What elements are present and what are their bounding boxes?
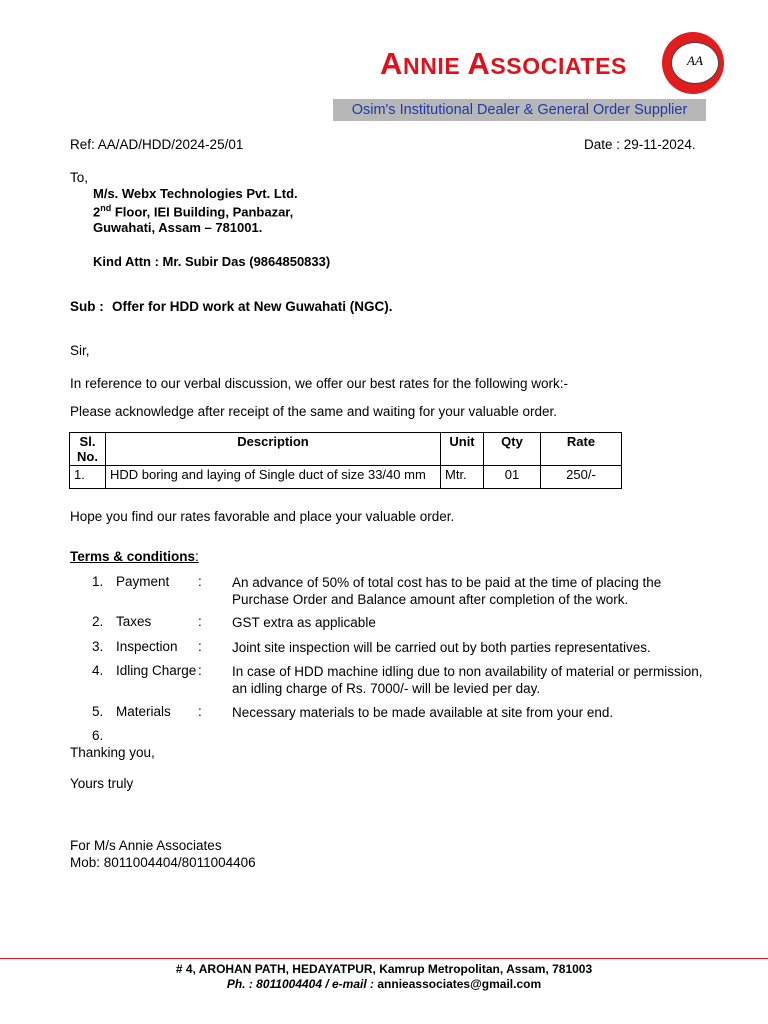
reference-number: Ref: AA/AD/HDD/2024-25/01 bbox=[70, 137, 244, 152]
row-description: HDD boring and laying of Single duct of size 33/40 mm bbox=[106, 466, 441, 489]
intro-paragraph: In reference to our verbal discussion, we offer our best rates for the following work:- bbox=[70, 376, 568, 391]
footer-contact bbox=[0, 977, 768, 991]
company-word-1: NNIE bbox=[403, 53, 461, 79]
to-label: To, bbox=[70, 170, 89, 185]
company-initial-1: A bbox=[380, 46, 403, 81]
header-qty: Qty bbox=[484, 433, 541, 466]
recipient-address-line2 bbox=[93, 203, 293, 219]
letter-date: Date : 29-11-2024. bbox=[584, 137, 696, 152]
term-label: Payment bbox=[116, 574, 170, 589]
table-header-row bbox=[70, 433, 622, 466]
footer-phone: Ph. : 8011004404 / e-mail : bbox=[226, 977, 375, 991]
floor-suffix: nd bbox=[100, 203, 112, 213]
footer-email: annieassociates@gmail.com bbox=[377, 977, 542, 991]
term-separator: : bbox=[198, 639, 202, 654]
kind-attention: Kind Attn : Mr. Subir Das (9864850833) bbox=[93, 254, 331, 269]
term-number: 2. bbox=[92, 614, 104, 629]
term-separator: : bbox=[198, 614, 202, 629]
term-label: Materials bbox=[116, 704, 171, 719]
company-initial-2: A bbox=[467, 46, 491, 81]
terms-heading-text: Terms & conditions bbox=[70, 549, 196, 564]
header-description: Description bbox=[106, 433, 441, 466]
tagline: Osim's Institutional Dealer & General Order Supplier bbox=[333, 99, 706, 121]
header-rate: Rate bbox=[541, 433, 622, 466]
thanking-line: Thanking you, bbox=[70, 745, 155, 760]
term-label: Taxes bbox=[116, 614, 152, 629]
term-label: Inspection bbox=[116, 639, 178, 654]
term-text: In case of HDD machine idling due to non availability of material or permission, an idling charge of Rs. 7000/- will be levied per day. bbox=[232, 664, 703, 696]
address-rest: Floor, IEI Building, Panbazar, bbox=[111, 204, 294, 220]
row-unit: Mtr. bbox=[441, 466, 484, 489]
term-number: 1. bbox=[92, 574, 104, 589]
yours-truly: Yours truly bbox=[70, 776, 134, 791]
rates-table bbox=[69, 432, 622, 489]
acknowledge-paragraph: Please acknowledge after receipt of the same and waiting for your valuable order. bbox=[70, 404, 558, 419]
footer-divider bbox=[0, 958, 768, 959]
company-name bbox=[380, 46, 627, 82]
logo-text: AA bbox=[687, 53, 703, 68]
hope-paragraph: Hope you find our rates favorable and place your valuable order. bbox=[70, 509, 455, 524]
term-number: 3. bbox=[92, 639, 104, 654]
term-separator: : bbox=[198, 704, 202, 719]
header-unit: Unit bbox=[441, 433, 484, 466]
row-qty: 01 bbox=[484, 466, 541, 489]
footer-address: # 4, AROHAN PATH, HEDAYATPUR, Kamrup Metropolitan, Assam, 781003 bbox=[175, 962, 593, 976]
company-word-2: SSOCIATES bbox=[490, 53, 627, 79]
header-sl: Sl. bbox=[79, 434, 96, 449]
term-number: 6. bbox=[92, 728, 104, 743]
term-text: Necessary materials to be made available at site from your end. bbox=[232, 705, 614, 720]
term-text: Joint site inspection will be carried out by both parties representatives. bbox=[232, 640, 651, 655]
terms-heading bbox=[70, 549, 199, 564]
header-sl-no bbox=[70, 433, 106, 466]
term-label: Idling Charge bbox=[116, 663, 197, 678]
term-text: An advance of 50% of total cost has to be paid at the time of placing the Purchase Order and Balance amount after completion of the work. bbox=[232, 575, 662, 607]
subject-text: Offer for HDD work at New Guwahati (NGC). bbox=[112, 299, 393, 314]
subject-label: Sub : bbox=[70, 299, 104, 314]
recipient-company: M/s. Webx Technologies Pvt. Ltd. bbox=[93, 186, 298, 201]
header-no: No. bbox=[77, 449, 98, 464]
term-text: GST extra as applicable bbox=[232, 615, 376, 630]
term-separator: : bbox=[198, 574, 202, 589]
row-rate: 250/- bbox=[541, 466, 622, 489]
term-number: 4. bbox=[92, 663, 104, 678]
terms-heading-colon: : bbox=[195, 549, 199, 564]
signatory-company: For M/s Annie Associates bbox=[70, 838, 222, 853]
row-sl: 1. bbox=[70, 466, 106, 489]
recipient-address-line3: Guwahati, Assam – 781001. bbox=[93, 220, 263, 235]
signatory-mobile: Mob: 8011004404/8011004406 bbox=[70, 855, 256, 870]
table-row bbox=[70, 466, 622, 489]
term-number: 5. bbox=[92, 704, 104, 719]
term-separator: : bbox=[198, 663, 202, 678]
salutation: Sir, bbox=[70, 343, 90, 358]
floor-number: 2 bbox=[93, 204, 101, 220]
